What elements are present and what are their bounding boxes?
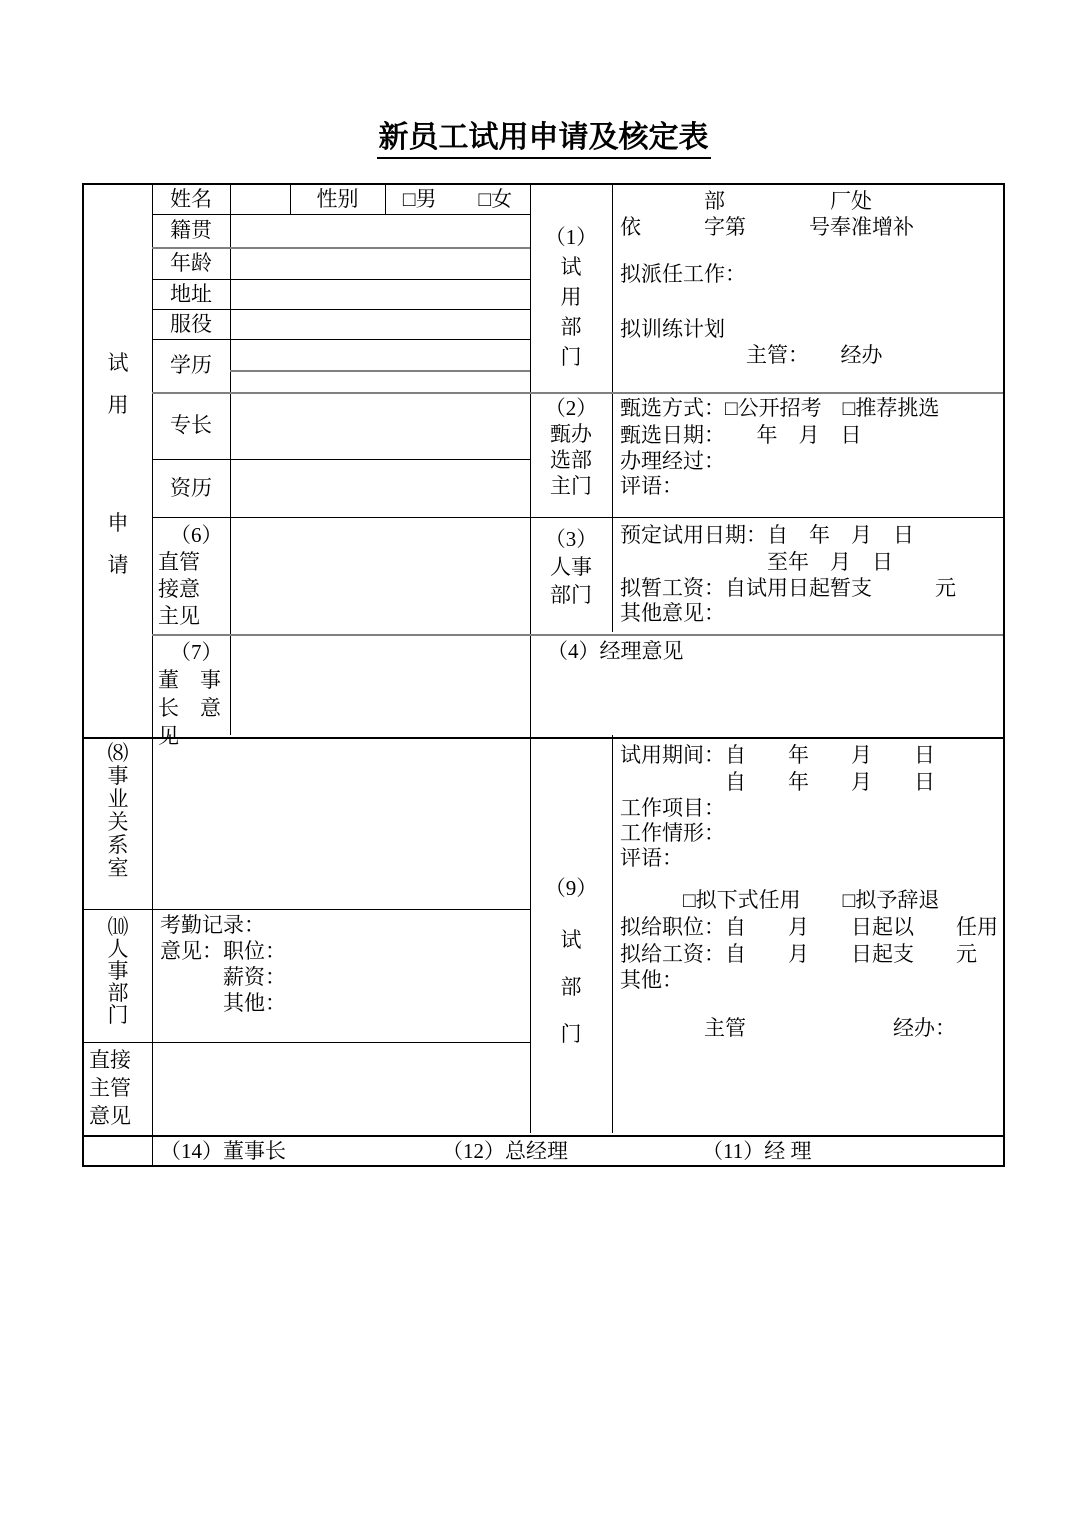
caption-apply-char: 申: [107, 511, 129, 535]
caption-apply-char: 试: [107, 351, 129, 375]
footer-chairman: （14）董事长: [160, 1139, 286, 1163]
native-place-label: 籍贯: [170, 218, 212, 242]
section2-number: （2）: [544, 396, 598, 420]
direct-supervisor-area[interactable]: [152, 1042, 530, 1135]
age-input[interactable]: [230, 247, 530, 279]
s3-other-opinion-line: 其他意见：: [620, 601, 725, 625]
name-label: 姓名: [170, 187, 212, 211]
section7-number: （7）: [170, 640, 223, 664]
address-input[interactable]: [230, 279, 530, 309]
s2-process-line: 办理经过：: [620, 449, 725, 473]
s9-work-situation-line: 工作情形：: [620, 821, 725, 845]
s1-approval-line: 依 字第 号奉准增补: [620, 215, 914, 239]
s9-hire-dismiss-checkboxes[interactable]: □拟下式任用 □拟予辞退: [620, 888, 940, 912]
section8-number: ⑻: [107, 741, 129, 765]
section3-number: （3）: [544, 527, 598, 551]
section1-number: （1）: [544, 225, 598, 249]
s9-signature-line: 主管 经办：: [620, 1016, 956, 1040]
caption-apply-char: 用: [107, 393, 129, 417]
address-label: 地址: [170, 281, 212, 306]
footer-manager: （11）经 理: [702, 1139, 812, 1163]
section9-char: 试: [560, 928, 582, 952]
section6-label: （6） 直管 接意 主见: [158, 523, 223, 628]
section10-label: ⑽ 人 事 部 门: [107, 915, 129, 1027]
grid-line: [612, 735, 613, 1133]
s1-training-plan-line: 拟训练计划: [620, 317, 725, 341]
s2-selection-date-line: 甄选日期： 年 月 日: [620, 423, 862, 447]
form-table: [82, 183, 1005, 1167]
name-input[interactable]: [230, 185, 290, 214]
s9-proposed-position-line: 拟给职位：自 月 日起以 任用: [620, 915, 998, 939]
s9-comments-line: 评语：: [620, 846, 683, 870]
specialty-label: 专长: [170, 413, 212, 437]
section1-label: （1） 试 用 部 门: [544, 225, 598, 369]
s2-selection-method-line[interactable]: 甄选方式：□公开招考 □推荐挑选: [620, 396, 940, 420]
s3-temp-salary-line: 拟暂工资：自试用日起暂支 元: [620, 576, 956, 600]
s3-trial-date-line: 预定试用日期：自 年 月 日: [620, 523, 914, 547]
s1-signature-line: 主管： 经办: [620, 343, 883, 367]
service-input[interactable]: [230, 309, 530, 339]
education-input-1[interactable]: [230, 339, 530, 370]
gender-label: 性别: [316, 187, 359, 211]
specialty-input[interactable]: [230, 392, 530, 459]
grid-line: [612, 185, 613, 632]
page-title: 新员工试用申请及核定表: [0, 112, 1087, 156]
section9-char: 门: [560, 1022, 582, 1046]
s3-trial-date-line2: 至年 月 日: [620, 550, 893, 574]
s9-other-line: 其他：: [620, 968, 683, 992]
s2-comments-line: 评语：: [620, 474, 683, 498]
age-label: 年龄: [170, 250, 212, 275]
section9-char: 部: [560, 975, 582, 999]
service-label: 服役: [170, 311, 212, 336]
s9-trial-period-line2: 自 年 月 日: [620, 770, 935, 794]
section8-label: ⑻ 事 业 关 系 室: [107, 741, 129, 880]
s9-proposed-salary-line: 拟给工资：自 月 日起支 元: [620, 942, 977, 966]
footer-general-manager: （12）总经理: [442, 1139, 568, 1163]
section6-opinion-area[interactable]: [230, 517, 530, 634]
salary-line: 薪资：: [160, 965, 286, 989]
education-label: 学历: [170, 353, 212, 377]
section3-label: （3） 人事 部门: [544, 527, 598, 607]
grid-line: [84, 1135, 1003, 1137]
s9-work-item-line: 工作项目：: [620, 796, 725, 820]
education-input-2[interactable]: [230, 370, 530, 392]
opinion-position-line: 意见：职位：: [160, 939, 286, 963]
experience-input[interactable]: [230, 459, 530, 517]
section4-title: （4）经理意见: [547, 639, 684, 663]
section9-number: （9）: [544, 876, 598, 900]
section7-opinion-area[interactable]: [230, 634, 530, 737]
s9-trial-period-line: 试用期间：自 年 月 日: [620, 743, 935, 767]
section7-label: （7） 董 事 长 意 见: [158, 640, 223, 748]
native-place-input[interactable]: [230, 214, 530, 247]
section2-label: （2） 甄办 选部 主门: [544, 396, 598, 498]
section10-number: ⑽: [107, 915, 129, 939]
section8-area[interactable]: [152, 737, 530, 909]
section6-number: （6）: [170, 523, 223, 547]
s1-assigned-work-line: 拟派任工作：: [620, 262, 746, 286]
caption-apply-char: 请: [107, 553, 129, 577]
direct-supervisor-label: 直接 主管 意见: [89, 1048, 131, 1128]
experience-label: 资历: [170, 475, 212, 500]
other-line: 其他：: [160, 991, 286, 1015]
gender-checkboxes[interactable]: □男 □女: [402, 187, 513, 211]
attendance-record-line: 考勤记录：: [160, 913, 265, 937]
section4-opinion-area[interactable]: [530, 665, 1003, 735]
s1-dept-line: 部 厂处: [620, 189, 872, 213]
